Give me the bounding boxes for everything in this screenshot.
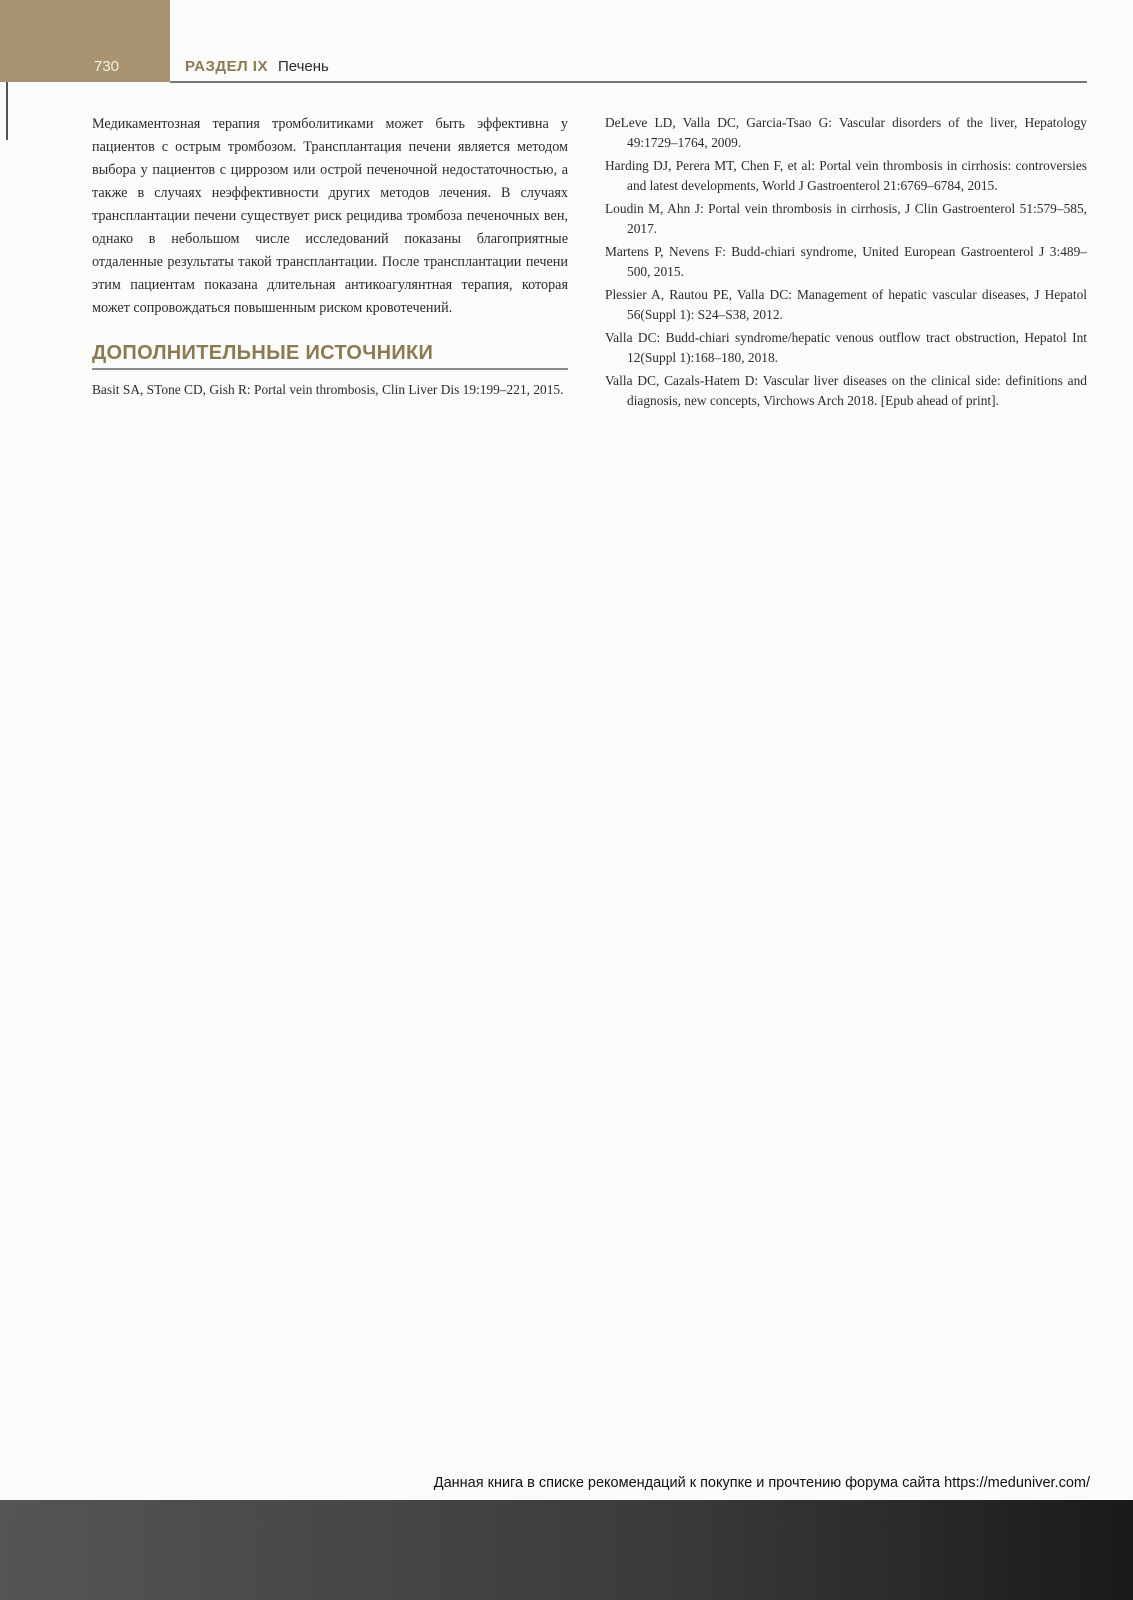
reference-item: Valla DC, Cazals-Hatem D: Vascular liver diseases on the clinical side: definitions and diagnosis, new concepts, Virchows Arch 2018. [Epub ahead of print]. [605, 373, 1087, 408]
left-column [92, 113, 568, 403]
reference-item: Loudin M, Ahn J: Portal vein thrombosis in cirrhosis, J Clin Gastroenterol 51:579–585, 2017. [605, 201, 1087, 236]
section-label: РАЗДЕЛ IX [185, 58, 268, 75]
scan-bottom-band [0, 1500, 1133, 1600]
reference-item: Valla DC: Budd-chiari syndrome/hepatic venous outflow tract obstruction, Hepatol Int 12(Suppl 1):168–180, 2018. [605, 330, 1087, 365]
reference-list-right [605, 113, 1087, 411]
body-paragraph: Медикаментозная терапия тромболитиками может быть эффективна у пациентов с острым тромбозом. Трансплантация печени является методом выбора у пациентов с циррозом или острой печеночной недостаточностью, а также в случаях неэффективности других методов лечения. В случаях трансплантации печени существует риск рецидива тромбоза печеночных вен, однако в небольшом числе исследований показаны благоприятные отдаленные результаты такой трансплантации. После трансплантации печени этим пациентам показана длительная антикоагулянтная терапия, которая может сопровождаться повышенным риском кровотечений. [92, 116, 568, 316]
footer-note: Данная книга в списке рекомендаций к покупке и прочтению форума сайта https://meduniver.com/ [433, 1475, 1090, 1491]
reference-item: Plessier A, Rautou PE, Valla DC: Management of hepatic vascular diseases, J Hepatol 56(Suppl 1): S24–S38, 2012. [605, 287, 1087, 322]
reference-item: DeLeve LD, Valla DC, Garcia-Tsao G: Vascular disorders of the liver, Hepatology 49:1729–1764, 2009. [605, 115, 1087, 150]
page-edge-mark [6, 82, 8, 140]
page-number: 730 [94, 58, 120, 75]
page-number-tab [0, 0, 170, 82]
running-head [185, 58, 329, 75]
reference-item: Basit SA, STone CD, Gish R: Portal vein thrombosis, Clin Liver Dis 19:199–221, 2015. [92, 382, 564, 397]
right-column [605, 113, 1087, 414]
references-heading: ДОПОЛНИТЕЛЬНЫЕ ИСТОЧНИКИ [92, 342, 568, 370]
reference-list-left [92, 380, 568, 400]
reference-item: Harding DJ, Perera MT, Chen F, et al: Portal vein thrombosis in cirrhosis: controversies and latest developments, World J Gastroenterol 21:6769–6784, 2015. [605, 158, 1087, 193]
reference-item: Martens P, Nevens F: Budd-chiari syndrome, United European Gastroenterol J 3:489–500, 2015. [605, 244, 1087, 279]
chapter-label: Печень [277, 58, 329, 75]
header-rule [170, 81, 1087, 83]
